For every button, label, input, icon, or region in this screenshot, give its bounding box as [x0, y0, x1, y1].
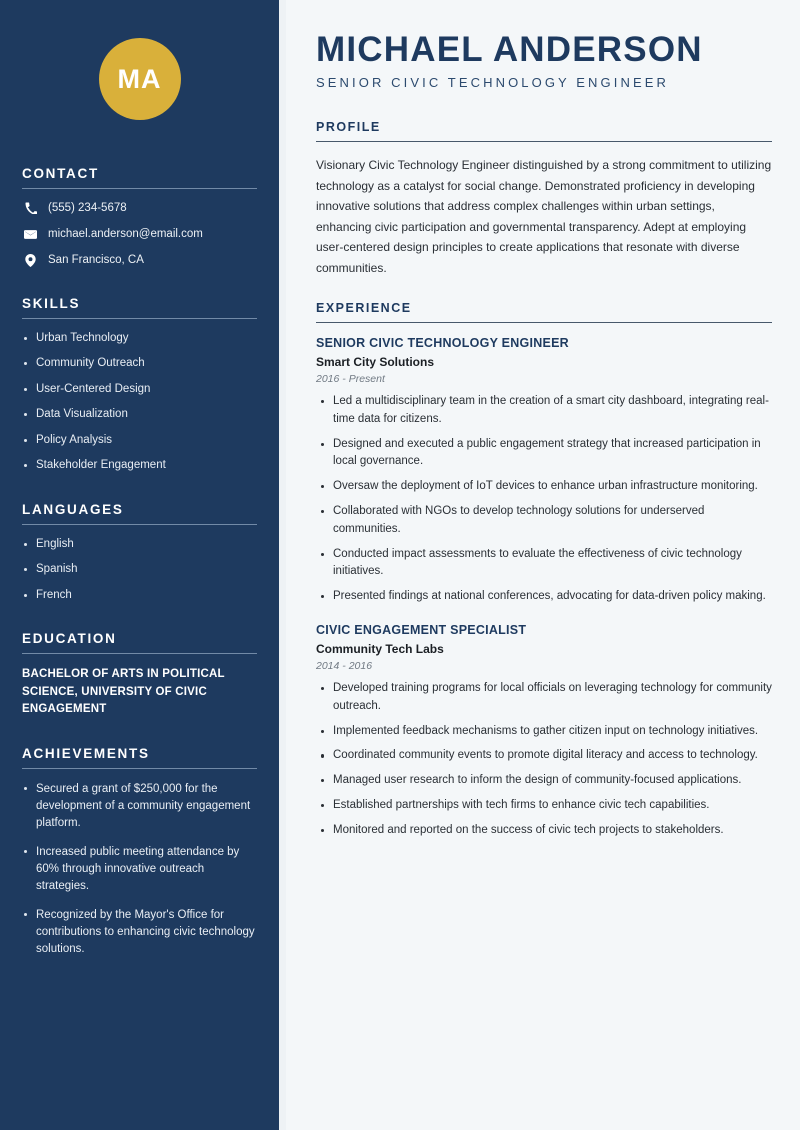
profile-heading: PROFILE — [316, 119, 381, 134]
education-divider — [22, 653, 257, 654]
job-role-subtitle: SENIOR CIVIC TECHNOLOGY ENGINEER — [316, 74, 669, 90]
sidebar — [0, 0, 279, 1130]
experience-dates: 2016 - Present — [316, 372, 385, 385]
list-item: Conducted impact assessments to evaluate the effectiveness of civic technology initiatives. — [316, 546, 772, 582]
list-item: Recognized by the Mayor's Office for contributions to enhancing civic technology solutions. — [22, 907, 257, 957]
contact-email-value: michael.anderson@email.com — [48, 227, 203, 240]
list-item: Stakeholder Engagement — [22, 458, 257, 474]
skills-divider — [22, 318, 257, 319]
contact-location-value: San Francisco, CA — [48, 253, 144, 266]
experience-company: Smart City Solutions — [316, 354, 435, 369]
contact-item-location — [22, 253, 257, 268]
contact-heading: CONTACT — [22, 166, 99, 181]
contact-phone-value: (555) 234-5678 — [48, 202, 127, 214]
education-section — [22, 631, 257, 718]
list-item: Secured a grant of $250,000 for the development of a community engagement platform. — [22, 781, 257, 831]
list-item: Spanish — [22, 562, 257, 578]
map-pin-icon — [22, 254, 39, 267]
skills-list — [22, 331, 257, 474]
education-entry: BACHELOR OF ARTS IN POLITICAL SCIENCE, UNIVERSITY OF CIVIC ENGAGEMENT — [22, 668, 225, 715]
profile-divider — [316, 141, 772, 142]
experience-title: SENIOR CIVIC TECHNOLOGY ENGINEER — [316, 335, 569, 350]
avatar-wrapper — [22, 0, 257, 130]
achievements-divider — [22, 768, 257, 769]
list-item: Oversaw the deployment of IoT devices to enhance urban infrastructure monitoring. — [316, 478, 772, 496]
languages-section — [22, 502, 257, 604]
languages-divider — [22, 524, 257, 525]
list-item: French — [22, 588, 257, 604]
education-heading: EDUCATION — [22, 631, 117, 647]
list-item: English — [22, 537, 257, 553]
experience-bullet-list — [316, 393, 772, 606]
list-item: Increased public meeting attendance by 60% through innovative outreach strategies. — [22, 844, 257, 894]
experience-bullet-list — [316, 680, 772, 840]
list-item: Data Visualization — [22, 407, 257, 423]
contact-divider — [22, 188, 257, 189]
list-item: Designed and executed a public engagement strategy that increased participation in local governance. — [316, 436, 772, 472]
profile-section — [316, 120, 772, 279]
languages-list — [22, 537, 257, 604]
profile-text: Visionary Civic Technology Engineer distinguished by a strong commitment to utilizing technology as a catalyst for social change. Demonstrated proficiency in developing innovative solutions that address complex challenges within urban settings, enhancing civic participation and governmental transparency. Adept at employing user-centered design principles to create applications that resonate with diverse communities. — [316, 157, 772, 276]
list-item: Managed user research to inform the design of community-focused applications. — [316, 772, 772, 790]
list-item: User-Centered Design — [22, 382, 257, 398]
sidebar-gap-strip — [279, 0, 286, 1130]
achievements-list — [22, 781, 257, 957]
page-title: MICHAEL ANDERSON — [316, 30, 703, 69]
list-item: Community Outreach — [22, 356, 257, 372]
main-content — [286, 0, 800, 1130]
list-item: Policy Analysis — [22, 433, 257, 449]
experience-title: CIVIC ENGAGEMENT SPECIALIST — [316, 623, 527, 637]
envelope-icon — [22, 228, 39, 241]
experience-section — [316, 301, 772, 840]
contact-section — [22, 166, 257, 268]
experience-entry — [316, 336, 772, 606]
list-item: Established partnerships with tech firms to enhance civic tech capabilities. — [316, 797, 772, 815]
list-item: Coordinated community events to promote digital literacy and access to technology. — [316, 747, 772, 765]
contact-item-email — [22, 227, 257, 242]
list-item: Developed training programs for local officials on leveraging technology for community outreach. — [316, 680, 772, 716]
list-item: Implemented feedback mechanisms to gather citizen input on technology initiatives. — [316, 723, 772, 741]
avatar: MA — [99, 38, 181, 120]
experience-company: Community Tech Labs — [316, 642, 444, 656]
list-item: Monitored and reported on the success of civic tech projects to stakeholders. — [316, 822, 772, 840]
achievements-heading: ACHIEVEMENTS — [22, 746, 150, 762]
list-item: Led a multidisciplinary team in the creation of a smart city dashboard, integrating real-time data for citizens. — [316, 393, 772, 429]
phone-icon — [22, 202, 39, 214]
list-item: Collaborated with NGOs to develop technology solutions for underserved communities. — [316, 503, 772, 539]
list-item: Presented findings at national conferences, advocating for data-driven policy making. — [316, 588, 772, 606]
experience-divider — [316, 322, 772, 323]
achievements-section — [22, 746, 257, 957]
languages-heading: LANGUAGES — [22, 501, 124, 517]
skills-heading: SKILLS — [22, 295, 81, 311]
contact-item-phone — [22, 201, 257, 216]
experience-dates: 2014 - 2016 — [316, 660, 373, 672]
experience-heading: EXPERIENCE — [316, 300, 412, 315]
skills-section — [22, 296, 257, 474]
experience-entry — [316, 623, 772, 840]
list-item: Urban Technology — [22, 331, 257, 347]
